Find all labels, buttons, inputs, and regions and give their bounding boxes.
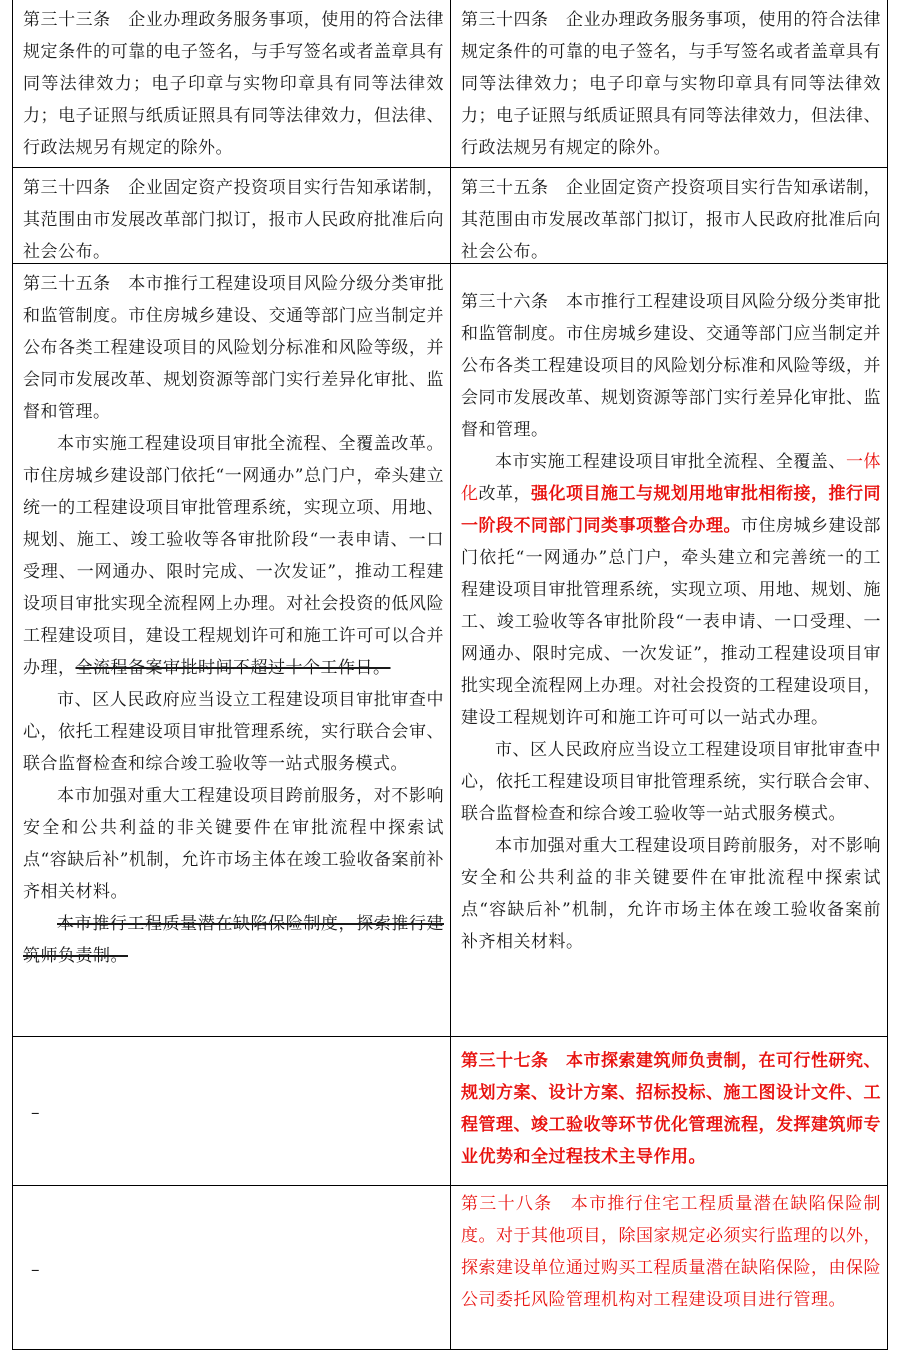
article-paragraph: 第三十五条 本市推行工程建设项目风险分级分类审批和监管制度。市住房城乡建设、交通等部门应当制定并公布各类工程建设项目的风险划分标准和风险等级，并会同市发展改革、规划资源等部门实行差异化审批、监督和管理。 — [23, 274, 444, 422]
article-paragraph — [23, 908, 444, 972]
old-text-cell — [13, 0, 451, 167]
added-article: 第三十七条 本市探索建筑师负责制，在可行性研究、规划方案、设计方案、招标投标、施工图设计文件、工程管理、竣工验收等环节优化管理流程，发挥建筑师专业优势和全过程技术主导作用。 — [461, 1051, 881, 1167]
old-text-cell — [13, 1037, 451, 1185]
empty-marker: – — [31, 1103, 40, 1123]
old-text-cell — [13, 1186, 451, 1349]
paragraph-text: 市住房城乡建设部门依托“一网通办”总门户，牵头建立和完善统一的工程建设项目审批管理系统，实现立项、用地、规划、施工、竣工验收等各审批阶段“一表申请、一口受理、一网通办、限时完成、一次发证”，推动工程建设项目审批实现全流程网上办理。对社会投资的工程建设项目，建设工程规划许可和施工许可可以一站式办理。 — [461, 516, 881, 728]
new-text-cell — [451, 0, 887, 167]
article-paragraph: 本市加强对重大工程建设项目跨前服务，对不影响安全和公共利益的非关键要件在审批流程中探索试点“容缺后补”机制，允许市场主体在竣工验收备案前补齐相关材料。 — [23, 786, 444, 902]
article-paragraph: 市、区人民政府应当设立工程建设项目审批审查中心，依托工程建设项目审批管理系统，实行联合会审、联合监督检查和综合竣工验收等一站式服务模式。 — [23, 690, 444, 774]
old-text-cell — [13, 168, 451, 263]
article-paragraph: 本市加强对重大工程建设项目跨前服务，对不影响安全和公共利益的非关键要件在审批流程中探索试点“容缺后补”机制，允许市场主体在竣工验收备案前补齐相关材料。 — [461, 836, 881, 952]
article-text: 第三十三条 企业办理政务服务事项，使用的符合法律规定条件的可靠的电子签名，与手写签名或者盖章具有同等法律效力；电子印章与实物印章具有同等法律效力；电子证照与纸质证照具有同等法律效力，但法律、行政法规另有规定的除外。 — [23, 10, 444, 158]
paragraph-text: 本市实施工程建设项目审批全流程、全覆盖改革。市住房城乡建设部门依托“一网通办”总门户，牵头建立统一的工程建设项目审批管理系统，实现立项、用地、规划、施工、竣工验收等各审批阶段“一表申请、一口受理、一网通办、限时完成、一次发证”，推动工程建设项目审批实现全流程网上办理。对社会投资的低风险工程建设项目，建设工程规划许可和施工许可可以合并办理， — [23, 434, 444, 678]
table-row — [13, 167, 887, 263]
added-text: 一体化 — [461, 452, 882, 504]
empty-marker: – — [31, 1259, 40, 1280]
added-article: 第三十八条 本市推行住宅工程质量潜在缺陷保险制度。对于其他项目，除国家规定必须实行监理的以外，探索建设单位通过购买工程质量潜在缺陷保险，由保险公司委托风险管理机构对工程建设项目进行管理。 — [461, 1194, 881, 1310]
paragraph-text: 改革， — [478, 484, 531, 504]
article-paragraph: 第三十六条 本市推行工程建设项目风险分级分类审批和监管制度。市住房城乡建设、交通等部门应当制定并公布各类工程建设项目的风险划分标准和风险等级，并会同市发展改革、规划资源等部门实行差异化审批、监督和管理。 — [461, 292, 881, 440]
table-row — [13, 1185, 887, 1349]
article-paragraph — [23, 428, 444, 684]
comparison-table — [12, 0, 888, 1350]
deleted-text: 全流程备案审批时间不超过十个工作日。 — [75, 658, 391, 678]
added-text: 强化项目施工与规划用地审批相衔接，推行同一阶段不同部门同类事项整合办理。 — [461, 484, 881, 536]
article-text: 第三十五条 企业固定资产投资项目实行告知承诺制，其范围由市发展改革部门拟订，报市人民政府批准后向社会公布。 — [461, 178, 881, 262]
table-row — [13, 1036, 887, 1185]
paragraph-text: 本市实施工程建设项目审批全流程、全覆盖、 — [495, 452, 846, 472]
table-row — [13, 263, 887, 1036]
old-text-cell — [13, 264, 451, 1036]
new-text-cell — [451, 1186, 887, 1349]
new-text-cell — [451, 264, 887, 1036]
new-text-cell — [451, 168, 887, 263]
article-paragraph: 市、区人民政府应当设立工程建设项目审批审查中心，依托工程建设项目审批管理系统，实行联合会审、联合监督检查和综合竣工验收等一站式服务模式。 — [461, 740, 881, 824]
article-text: 第三十四条 企业办理政务服务事项，使用的符合法律规定条件的可靠的电子签名，与手写签名或者盖章具有同等法律效力；电子印章与实物印章具有同等法律效力；电子证照与纸质证照具有同等法律效力，但法律、行政法规另有规定的除外。 — [461, 10, 881, 158]
new-text-cell — [451, 1037, 887, 1185]
deleted-text: 本市推行工程质量潜在缺陷保险制度，探索推行建筑师负责制。 — [23, 914, 444, 966]
article-paragraph — [461, 446, 881, 734]
table-row — [13, 0, 887, 167]
article-text: 第三十四条 企业固定资产投资项目实行告知承诺制，其范围由市发展改革部门拟订，报市人民政府批准后向社会公布。 — [23, 178, 444, 262]
